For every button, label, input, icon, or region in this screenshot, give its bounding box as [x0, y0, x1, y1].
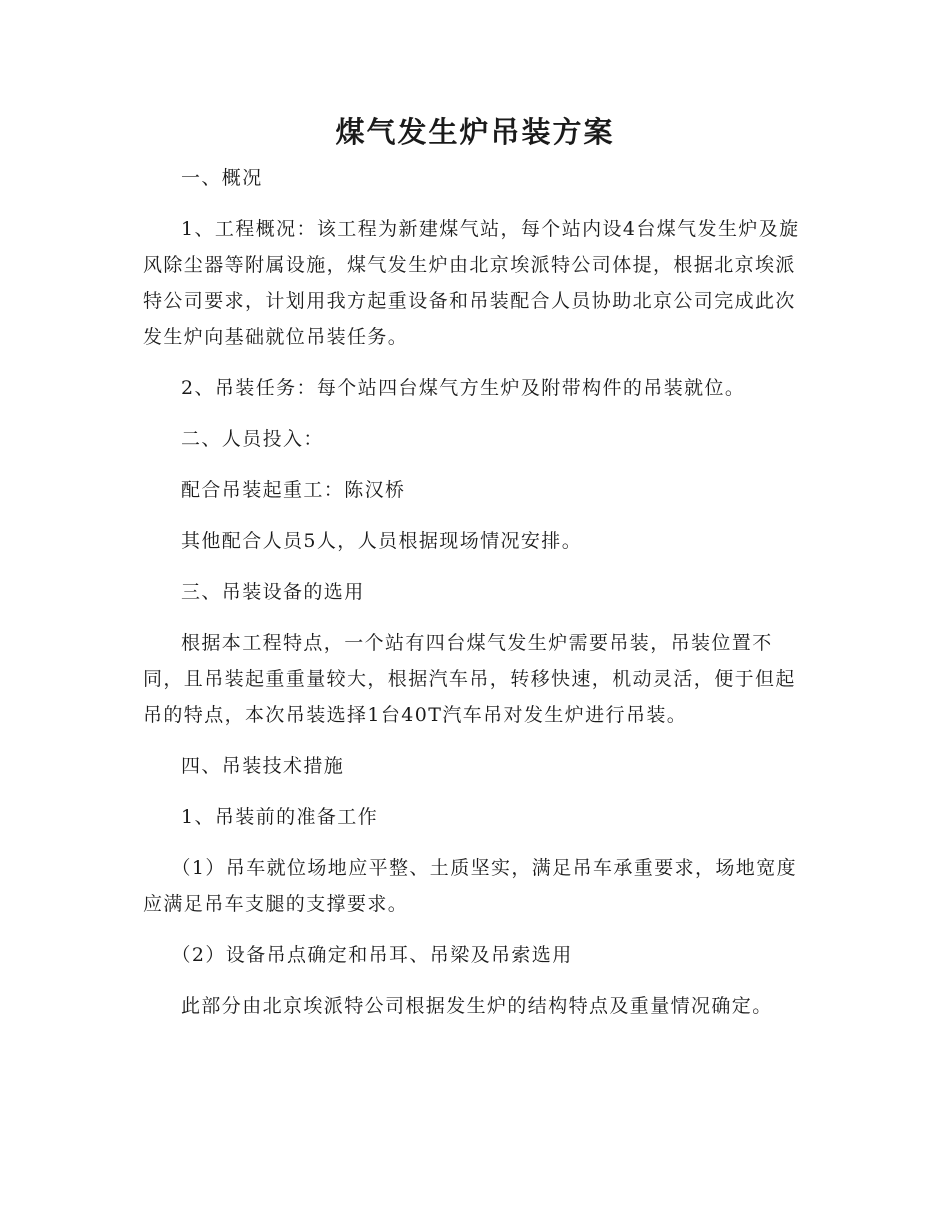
document-title: 煤气发生炉吊装方案 — [335, 115, 615, 149]
paragraph-crane-site: （1）吊车就位场地应平整、土质坚实，满足吊车承重要求，场地宽度应满足吊车支腿的支撑要求。 — [143, 857, 797, 915]
paragraph-equipment-selection: 根据本工程特点，一个站有四台煤气发生炉需要吊装，吊装位置不同，且吊装起重重量较大，根据汽车吊，转移快速，机动灵活，便于但起吊的特点，本次吊装选择1台40T汽车吊对发生炉进行吊装。 — [143, 632, 796, 726]
section-heading-equipment: 三、吊装设备的选用 — [181, 581, 365, 603]
paragraph-lifting-task: 2、吊装任务：每个站四台煤气方生炉及附带构件的吊装就位。 — [181, 377, 746, 399]
paragraph-project-overview: 1、工程概况：该工程为新建煤气站，每个站内设4台煤气发生炉及旋风除尘器等附属设施，煤气发生炉由北京埃派特公司体提，根据北京埃派特公司要求，计划用我方起重设备和吊装配合人员协助北京公司完成此次发生炉向基础就位吊装任务。 — [143, 218, 800, 348]
section-heading-overview: 一、概况 — [181, 167, 263, 189]
paragraph-other-personnel: 其他配合人员5人，人员根据现场情况安排。 — [181, 530, 583, 552]
section-heading-personnel: 二、人员投入： — [181, 428, 324, 450]
section-heading-technical-measures: 四、吊装技术措施 — [181, 755, 345, 777]
paragraph-determination: 此部分由北京埃派特公司根据发生炉的结构特点及重量情况确定。 — [181, 995, 773, 1017]
subsection-heading-preparation: 1、吊装前的准备工作 — [181, 806, 379, 828]
paragraph-lifting-points: （2）设备吊点确定和吊耳、吊梁及吊索选用 — [171, 944, 573, 966]
paragraph-rigger: 配合吊装起重工：陈汉桥 — [181, 479, 406, 501]
document-body — [143, 160, 807, 1039]
